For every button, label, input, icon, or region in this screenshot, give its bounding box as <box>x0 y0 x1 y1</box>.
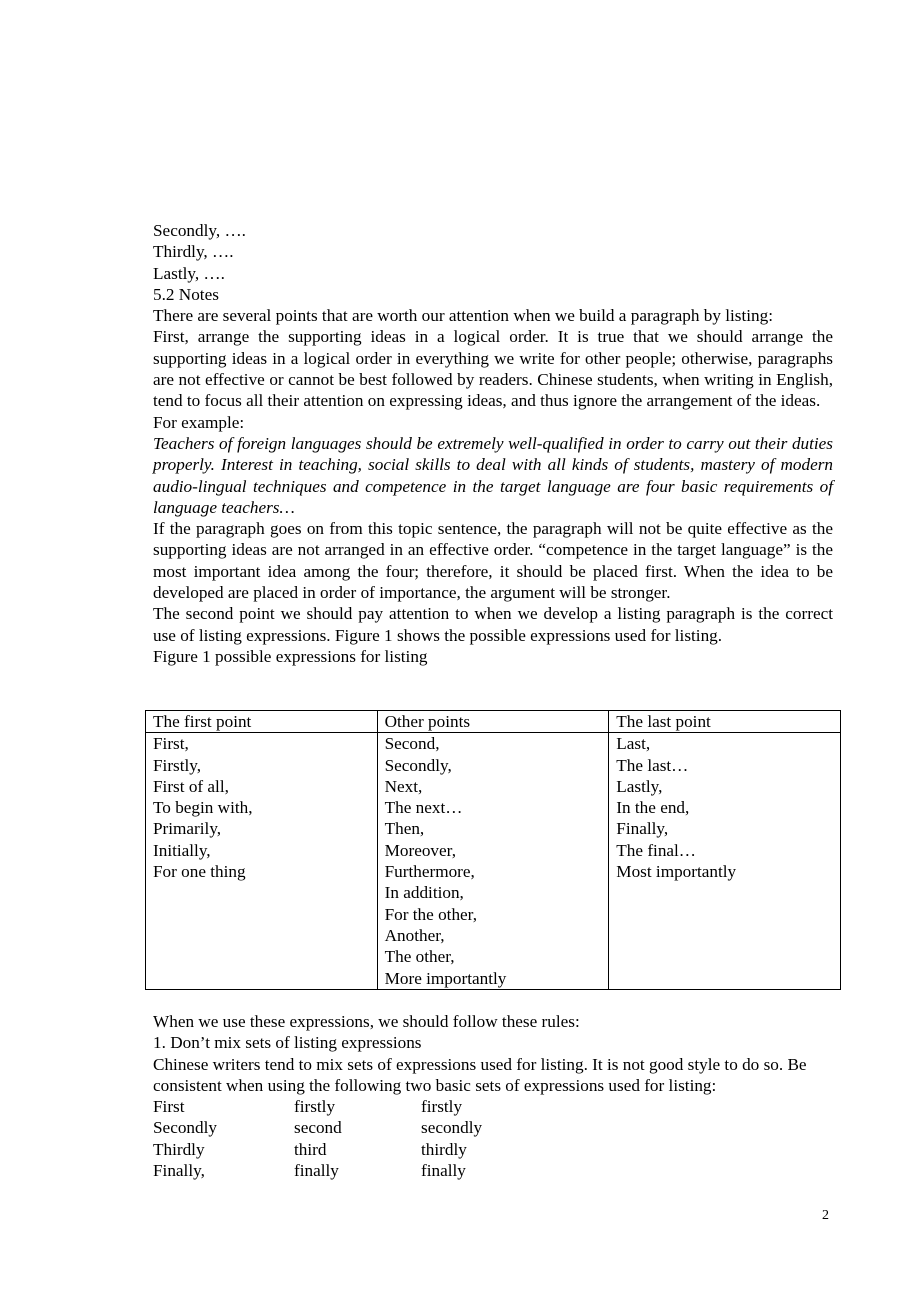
other-points-cell <box>377 733 609 990</box>
explanation-paragraph: If the paragraph goes on from this topic sentence, the paragraph will not be quite effective as the supporting ideas are not arranged in an effective order. “competence in the target language” is the most important idea among the four; therefore, it should be placed first. When the idea to be developed are placed in order of importance, the argument will be stronger. <box>153 519 833 603</box>
rules-section <box>153 1011 843 1096</box>
set-cell: secondly <box>421 1118 483 1138</box>
rules-intro: When we use these expressions, we should follow these rules: <box>153 1012 580 1031</box>
table-row <box>146 733 841 990</box>
set-cell: firstly <box>421 1097 463 1116</box>
list-item: The last… <box>616 755 689 775</box>
list-item: First, <box>153 734 189 754</box>
first-point-cell <box>146 733 378 990</box>
set-cell: Thirdly <box>153 1139 205 1159</box>
listing-expressions-table <box>145 710 841 990</box>
table-header-row <box>146 711 841 733</box>
list-item: Another, <box>384 925 445 945</box>
list-item: The other, <box>384 947 455 967</box>
intro-line: Thirdly, …. <box>153 242 234 262</box>
set-cell: First <box>153 1097 185 1116</box>
set-cell: finally <box>294 1160 339 1180</box>
last-point-cell <box>609 733 841 990</box>
list-item: Second, <box>384 734 440 754</box>
list-item: Most importantly <box>616 862 737 882</box>
list-item: In the end, <box>616 798 690 818</box>
section-heading: 5.2 Notes <box>153 284 219 304</box>
list-item: Furthermore, <box>384 862 475 882</box>
list-item: Last, <box>616 734 651 754</box>
set-cell: finally <box>421 1160 466 1180</box>
list-item: Next, <box>384 776 423 796</box>
set-cell: Finally, <box>153 1160 205 1180</box>
table-header: The first point <box>146 711 378 733</box>
list-item: More importantly <box>384 968 507 988</box>
list-item: For one thing <box>153 862 246 882</box>
set-cell: thirdly <box>421 1139 467 1159</box>
list-item: For the other, <box>384 904 478 924</box>
list-item: Moreover, <box>384 840 456 860</box>
list-item: Initially, <box>153 840 211 860</box>
list-item: Secondly, <box>384 755 452 775</box>
list-item: The next… <box>384 798 463 818</box>
table-header: Other points <box>377 711 609 733</box>
table-header: The last point <box>609 711 841 733</box>
main-text <box>153 220 833 667</box>
figure-caption: Figure 1 possible expressions for listing <box>153 646 428 666</box>
list-item: Lastly, <box>616 776 663 796</box>
intro-paragraph: There are several points that are worth our attention when we build a paragraph by listing: <box>153 306 773 326</box>
example-text: Teachers of foreign languages should be extremely well-qualified in order to carry out their duties properly. Interest in teaching, social skills to deal with all kinds of students, mastery of modern audio-lingual techniques and competence in the target language are four basic requirements of language teachers… <box>153 433 833 517</box>
point2-paragraph: The second point we should pay attention to when we develop a listing paragraph is the correct use of listing expressions. Figure 1 shows the possible expressions used for listing. <box>153 604 833 645</box>
list-item: First of all, <box>153 776 229 796</box>
set-cell: firstly <box>294 1097 336 1116</box>
list-item: Firstly, <box>153 755 202 775</box>
set-cell: second <box>294 1118 342 1138</box>
list-item: Primarily, <box>153 819 222 839</box>
intro-line: Lastly, …. <box>153 263 225 283</box>
list-item: Then, <box>384 819 425 839</box>
point1-paragraph: First, arrange the supporting ideas in a logical order. It is true that we should arrange the supporting ideas in a logical order in everything we write for other people; otherwise, paragraphs are not effective or cannot be best followed by readers. Chinese students, when writing in English, tend to focus all their attention on expressing ideas, and thus ignore the arrangement of the ideas. <box>153 327 833 411</box>
list-item: Finally, <box>616 819 669 839</box>
example-label: For example: <box>153 412 245 432</box>
page-number: 2 <box>822 1208 829 1223</box>
list-item: In addition, <box>384 883 464 903</box>
list-item: The final… <box>616 840 696 860</box>
rule1-heading: 1. Don’t mix sets of listing expressions <box>153 1033 422 1053</box>
set-cell: third <box>294 1139 327 1159</box>
set-cell: Secondly <box>153 1118 217 1138</box>
intro-line: Secondly, …. <box>153 221 246 240</box>
rule1-paragraph: Chinese writers tend to mix sets of expressions used for listing. It is not good style to do so. Be consistent when using the following two basic sets of expressions used for listing: <box>153 1054 807 1095</box>
list-item: To begin with, <box>153 798 253 818</box>
